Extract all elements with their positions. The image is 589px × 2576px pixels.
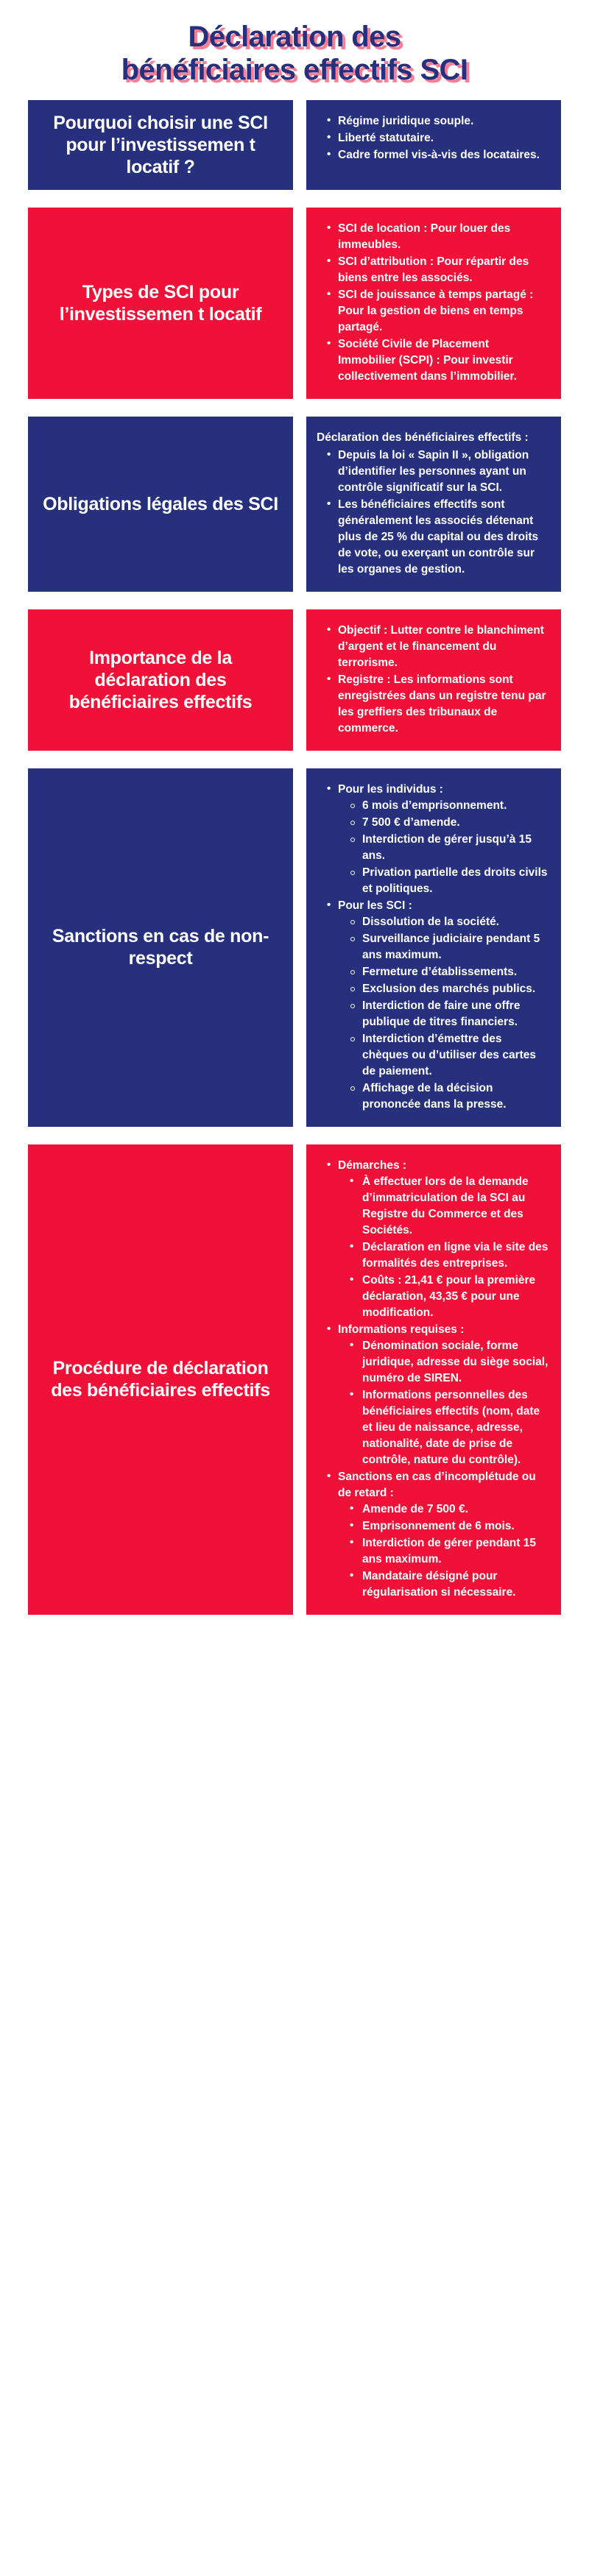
- bullet-list: [317, 623, 549, 737]
- bullet-sublist: [338, 1338, 549, 1468]
- bullet-item: [327, 147, 549, 163]
- section-heading: Importance de la déclaration des bénéficiaires effectifs: [68, 647, 253, 712]
- section-body-cell: [306, 768, 561, 1127]
- bullet-subitem: Dissolution de la société.: [350, 914, 549, 930]
- bullet-item: [327, 254, 549, 286]
- bullet-list-wrapper: [317, 113, 549, 164]
- section-body-cell: [306, 417, 561, 592]
- section-row: [28, 417, 561, 592]
- bullet-item: [327, 1469, 549, 1601]
- bullet-item: [327, 336, 549, 385]
- section-heading-cell: [28, 1144, 293, 1615]
- section-row: [28, 609, 561, 751]
- section-rows: [0, 100, 589, 1650]
- bullet-list-wrapper: [317, 430, 549, 578]
- bullet-item: [327, 221, 549, 253]
- bullet-item-text: Objectif : Lutter contre le blanchiment d’argent et le financement du terrorisme.: [338, 623, 544, 669]
- bullet-item: [327, 113, 549, 130]
- bullet-sublist: [338, 1501, 549, 1601]
- bullet-item-text: Société Civile de Placement Immobilier (SCPI) : Pour investir collectivement dans l’immobilier.: [338, 337, 517, 383]
- section-heading: Types de SCI pour l’investissemen t locatif: [59, 281, 262, 325]
- bullet-item-text: SCI de jouissance à temps partagé : Pour la gestion de biens en temps partagé.: [338, 288, 534, 333]
- bullet-item-text: Régime juridique souple.: [338, 114, 474, 127]
- bullet-subitem: • Mandataire désigné pour régularisation si nécessaire.: [350, 1568, 549, 1601]
- bullet-item: [327, 287, 549, 336]
- bullet-subitem: Fermeture d’établissements.: [350, 964, 549, 980]
- section-body-cell: [306, 1144, 561, 1615]
- bullet-subitem: • Dénomination sociale, forme juridique, adresse du siège social, numéro de SIREN.: [350, 1338, 549, 1387]
- bullet-subitem: • Coûts : 21,41 € pour la première déclaration, 43,35 € pour une modification.: [350, 1273, 549, 1321]
- bullet-subitem: Affichage de la décision prononcée dans la presse.: [350, 1080, 549, 1113]
- bullet-item: [327, 1158, 549, 1321]
- bullet-list: [317, 1158, 549, 1601]
- bullet-subitem: Surveillance judiciaire pendant 5 ans maximum.: [350, 931, 549, 963]
- bullet-subitem: Interdiction d’émettre des chèques ou d’utiliser des cartes de paiement.: [350, 1031, 549, 1080]
- bullet-subitem: • Déclaration en ligne via le site des formalités des entreprises.: [350, 1239, 549, 1272]
- section-heading: Pourquoi choisir une SCI pour l’investissemen t locatif ?: [53, 112, 268, 177]
- bullet-item-text: SCI de location : Pour louer des immeubles.: [338, 222, 511, 251]
- page-title-line-2: bénéficiaires effectifs SCI: [121, 53, 468, 86]
- bullet-list: [317, 221, 549, 385]
- bullet-subitem: Exclusion des marchés publics.: [350, 981, 549, 997]
- section-heading-cell: [28, 609, 293, 751]
- bullet-item-text: Cadre formel vis-à-vis des locataires.: [338, 148, 540, 161]
- bullet-subitem: 6 mois d’emprisonnement.: [350, 798, 549, 814]
- bullet-subitem: Privation partielle des droits civils et politiques.: [350, 865, 549, 897]
- bullet-item-text: Pour les individus :: [338, 782, 443, 796]
- bullet-sublist: [338, 914, 549, 1113]
- page-title: [0, 0, 589, 100]
- bullet-item: [327, 672, 549, 737]
- bullet-item: [327, 497, 549, 578]
- bullet-subitem: Interdiction de faire une offre publique de titres financiers.: [350, 998, 549, 1030]
- bullet-item: [327, 1322, 549, 1468]
- page-title-line-1: Déclaration des: [188, 21, 401, 53]
- section-body-cell: [306, 609, 561, 751]
- section-body-cell: [306, 100, 561, 190]
- bullet-item: [327, 447, 549, 496]
- section-heading-cell: [28, 208, 293, 399]
- bullet-item-text: Démarches :: [338, 1158, 407, 1172]
- bullet-list: [317, 447, 549, 578]
- bullet-list-wrapper: [317, 1158, 549, 1602]
- section-row: [28, 100, 561, 190]
- bullet-list-wrapper: [317, 782, 549, 1114]
- bullet-item: [327, 130, 549, 146]
- bullet-item-text: Liberté statutaire.: [338, 131, 434, 144]
- section-heading-cell: [28, 100, 293, 190]
- bullet-sublist: [338, 1174, 549, 1321]
- bullet-item: [327, 898, 549, 1113]
- section-heading: Sanctions en cas de non-respect: [52, 926, 269, 969]
- bullet-sublist: [338, 798, 549, 897]
- bullet-item-text: Registre : Les informations sont enregistrées dans un registre tenu par les greffiers des tribunaux de commerce.: [338, 673, 546, 735]
- bullet-list: [317, 113, 549, 163]
- bullet-item-text: Informations requises :: [338, 1323, 465, 1336]
- bullet-subitem: • Informations personnelles des bénéficiaires effectifs (nom, date et lieu de naissance, adresse, nationalité, date de prise de contrôle, nature du contrôle).: [350, 1387, 549, 1468]
- section-row: [28, 208, 561, 399]
- section-heading-cell: [28, 768, 293, 1127]
- bullet-subitem: • Amende de 7 500 €.: [350, 1501, 549, 1518]
- bullet-list-wrapper: [317, 623, 549, 737]
- bullet-item-text: Pour les SCI :: [338, 899, 412, 912]
- bullet-list: [317, 782, 549, 1113]
- section-body-cell: [306, 208, 561, 399]
- section-row: [28, 768, 561, 1127]
- bullet-list-lead: Déclaration des bénéficiaires effectifs :: [317, 431, 529, 444]
- section-heading-cell: [28, 417, 293, 592]
- bullet-subitem: • Interdiction de gérer pendant 15 ans maximum.: [350, 1535, 549, 1568]
- section-heading: Procédure de déclaration des bénéficiaires effectifs: [51, 1358, 270, 1401]
- bullet-subitem: • À effectuer lors de la demande d’immatriculation de la SCI au Registre du Commerce et des Sociétés.: [350, 1174, 549, 1239]
- bullet-item: [327, 623, 549, 671]
- bullet-item-text: Sanctions en cas d’incomplétude ou de retard :: [338, 1470, 536, 1499]
- bullet-subitem: 7 500 € d’amende.: [350, 815, 549, 831]
- bullet-list-wrapper: [317, 221, 549, 386]
- bullet-subitem: • Emprisonnement de 6 mois.: [350, 1518, 549, 1535]
- bullet-subitem: Interdiction de gérer jusqu’à 15 ans.: [350, 832, 549, 864]
- bullet-item: [327, 782, 549, 897]
- section-heading: Obligations légales des SCI: [43, 493, 278, 514]
- bullet-item-text: Depuis la loi « Sapin II », obligation d’identifier les personnes ayant un contrôle significatif sur la SCI.: [338, 448, 529, 494]
- bullet-item-text: Les bénéficiaires effectifs sont généralement les associés détenant plus de 25 % du capital ou des droits de vote, ou exerçant un contrôle sur les organes de gestion.: [338, 498, 539, 576]
- bullet-item-text: SCI d’attribution : Pour répartir des biens entre les associés.: [338, 255, 529, 284]
- section-row: [28, 1144, 561, 1615]
